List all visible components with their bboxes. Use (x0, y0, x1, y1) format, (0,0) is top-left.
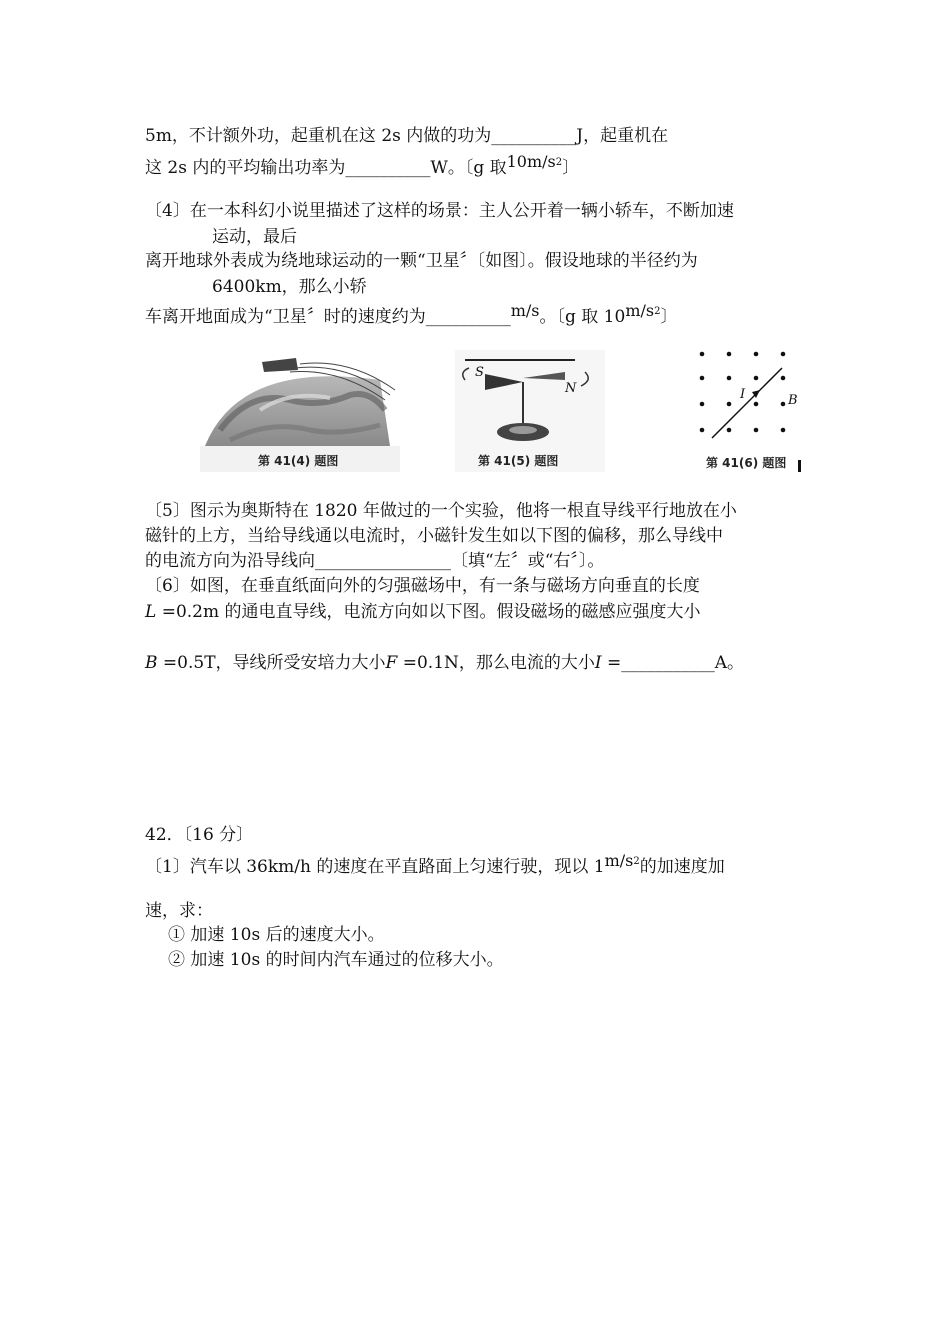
q41-6-line3-c: ___________A。 (621, 653, 745, 673)
q41-6-F-value: =0.1 (397, 653, 445, 673)
q41-3-g-value: 10m/s (506, 152, 556, 171)
q42-line1-text: 〔1〕汽车以 36km/h 的速度在平直路面上匀速行驶，现以 1 (145, 857, 605, 877)
q41-6-L-value: =0.2 (156, 602, 203, 622)
q41-3-text: 这 2s 内的平均输出功率为__________W。〔g 取 (145, 158, 507, 178)
q41-5-line1: 〔5〕图示为奥斯特在 1820 年做过的一个实验，他将一根直导线平行地放在小 (145, 501, 737, 521)
q41-6-line1: 〔6〕如图，在垂直纸面向外的匀强磁场中，有一条与磁场方向垂直的长度 (145, 576, 700, 596)
figure-41-5-s-label: S (475, 365, 484, 380)
q41-4-line2b: 6400km，那么小轿 (212, 277, 367, 297)
q41-4-text-b: 。〔g 取 10 (539, 307, 626, 327)
figure-41-5-n-label: N (565, 381, 577, 396)
figure-edge-mark (798, 460, 801, 472)
q41-6-line2 (145, 601, 701, 623)
q41-6-I-symbol: I (594, 653, 602, 673)
q41-6-B-symbol: B (145, 653, 158, 673)
q41-6-line2-text: m 的通电直导线，电流方向如以下图。假设磁场的磁感应强度大小 (202, 602, 701, 622)
q41-6-F-symbol: F (385, 653, 398, 673)
q41-4-g-exp: 2 (654, 306, 661, 317)
q41-4-line2: 离开地球外表成为绕地球运动的一颗“卫星〞〔如图〕。假设地球的半径约为 (145, 251, 698, 271)
q41-6-line3 (145, 652, 744, 674)
q42-unit: m/s (604, 851, 634, 870)
q41-5-line2: 磁针的上方，当给导线通以电流时，小磁针发生如以下图的偏移，那么导线中 (145, 526, 723, 546)
figure-41-4-caption: 第 41(4) 题图 (258, 454, 339, 468)
figure-41-5-caption: 第 41(5) 题图 (478, 454, 559, 468)
q41-5-line3: 的电流方向为沿导线向________________〔填“左〞或“右〞〕。 (145, 551, 605, 571)
q42-line1 (145, 851, 725, 881)
q42-line1-b: 的加速度加 (639, 857, 725, 877)
q41-6-B-value: =0.5 (157, 653, 205, 673)
figure-41-6-i-label: I (740, 387, 746, 402)
q41-4-unit: m/s (510, 301, 540, 320)
q41-6-L-symbol: L (145, 602, 157, 622)
q42-header: 42．〔16 分〕 (145, 825, 254, 845)
q41-3-close: 〕 (562, 158, 580, 178)
q41-3-g-exp: 2 (555, 157, 563, 168)
q41-3-line2 (145, 152, 580, 182)
q41-6-line3-b: N，那么电流的大小 (444, 653, 595, 673)
q42-item1: ① 加速 10s 后的速度大小。 (168, 925, 385, 945)
q41-6-I-eq: = (601, 653, 622, 673)
q41-4-line1b: 运动，最后 (212, 227, 297, 247)
q41-4-line1: 〔4〕在一本科幻小说里描述了这样的场景：主人公开着一辆小轿车，不断加速 (145, 201, 734, 221)
q41-6-line3-a: T，导线所受安培力大小 (204, 653, 386, 673)
q41-4-line3 (145, 301, 678, 331)
q42-item2: ② 加速 10s 的时间内汽车通过的位移大小。 (168, 950, 504, 970)
q41-4-close: 〕 (660, 307, 678, 327)
q42-exp: 2 (633, 856, 640, 867)
q41-4-text: 车离开地面成为“卫星〞时的速度约为__________ (145, 307, 511, 327)
q41-3-line1: 5m，不计额外功，起重机在这 2s 内做的功为__________J，起重机在 (145, 126, 669, 146)
figure-41-6-b-label: B (788, 393, 798, 408)
figure-41-6-caption: 第 41(6) 题图 (706, 456, 787, 470)
q41-4-g-unit: m/s (625, 301, 655, 320)
q42-line2: 速，求： (145, 901, 213, 921)
